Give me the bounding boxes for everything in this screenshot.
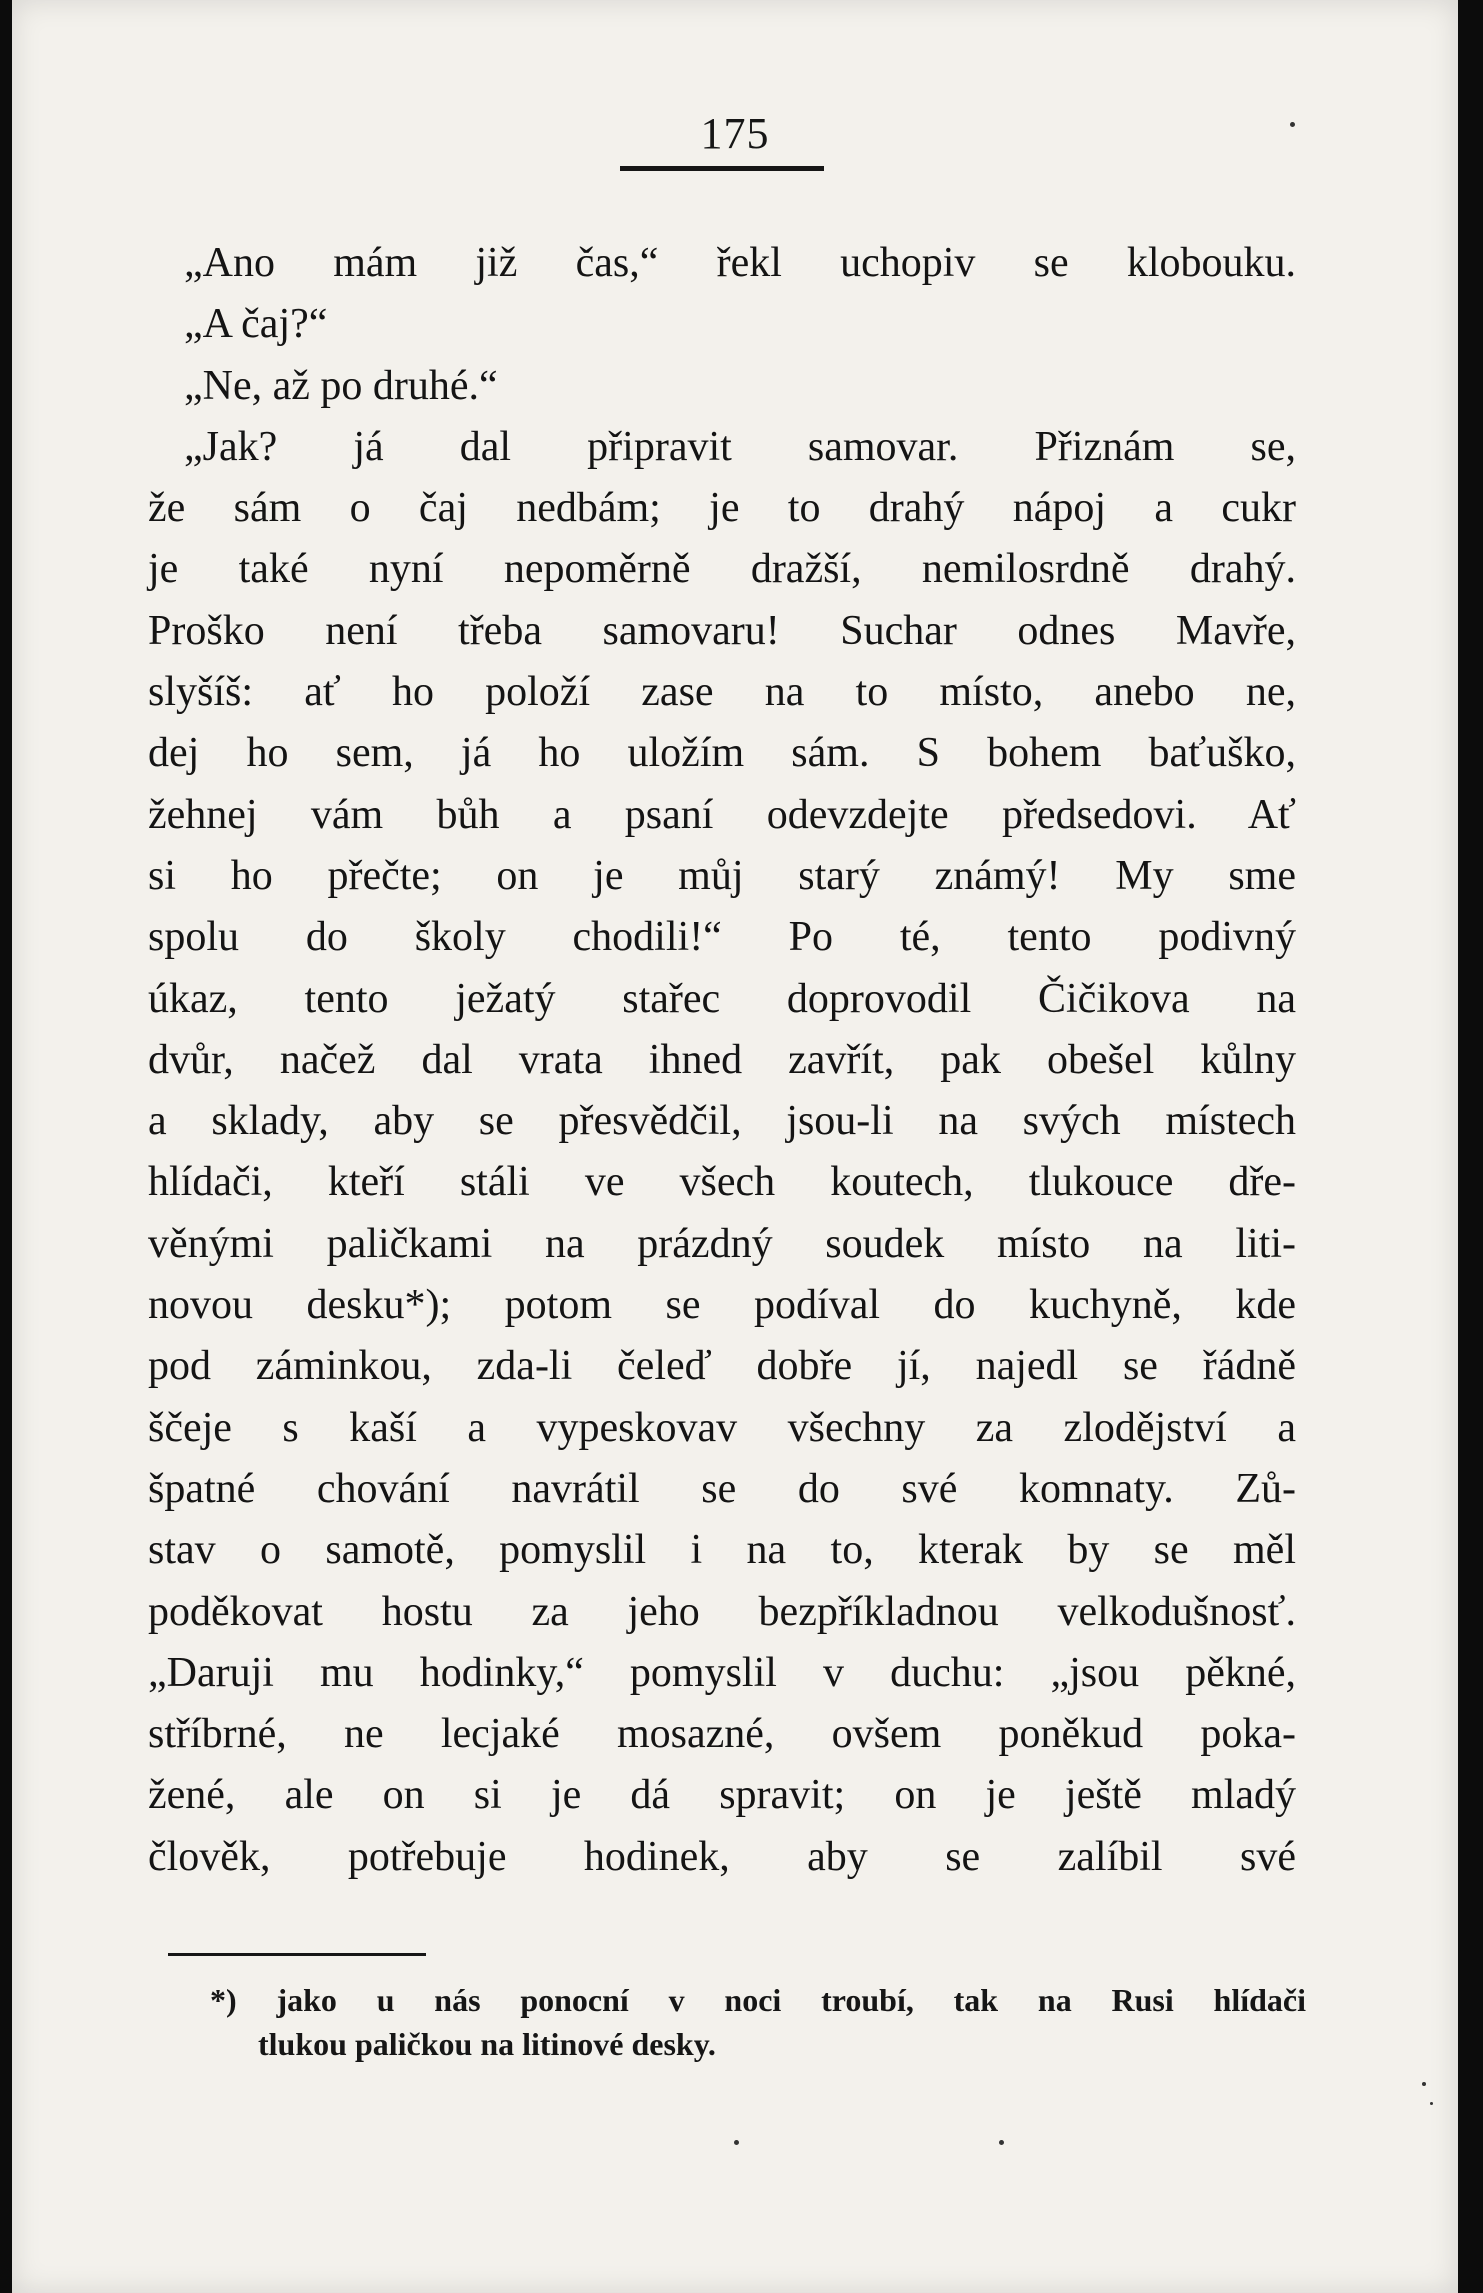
text-line: dej ho sem, já ho uložím sám. S bohem baťuško, — [148, 730, 1296, 777]
ink-speck — [1422, 2082, 1426, 2086]
book-page — [12, 0, 1458, 2293]
text-line: spolu do školy chodili!“ Po té, tento podivný — [148, 914, 1296, 961]
text-line: ščeje s kaší a vypeskovav všechny za zlodějství a — [148, 1404, 1296, 1451]
footnote — [210, 1978, 1306, 2066]
text-line: hlídači, kteří stáli ve všech koutech, tlukouce dře- — [148, 1159, 1296, 1206]
text-line: Proško není třeba samovaru! Suchar odnes Mavře, — [148, 607, 1296, 654]
text-line: „Daruji mu hodinky,“ pomyslil v duchu: „jsou pěkné, — [148, 1649, 1296, 1696]
footnote-line: *) jako u nás ponocní v noci troubí, tak na Rusi hlídači — [210, 1982, 1306, 2018]
text-line: „Ne, až po druhé.“ — [184, 362, 498, 409]
text-line: „A čaj?“ — [184, 301, 328, 348]
header-rule — [620, 166, 824, 171]
text-line: pod záminkou, zda-li čeleď dobře jí, najedl se řádně — [148, 1343, 1296, 1390]
text-line: stav o samotě, pomyslil i na to, kterak by se měl — [148, 1527, 1296, 1574]
text-line: žené, ale on si je dá spravit; on je ještě mladý — [148, 1772, 1296, 1819]
text-line: stříbrné, ne lecjaké mosazné, ovšem poněkud poka- — [148, 1711, 1296, 1758]
text-line: že sám o čaj nedbám; je to drahý nápoj a cukr — [148, 485, 1296, 532]
text-line: věnými paličkami na prázdný soudek místo na liti- — [148, 1220, 1296, 1267]
text-line: úkaz, tento ježatý stařec doprovodil Čičikova na — [148, 975, 1296, 1022]
text-line: je také nyní nepoměrně dražší, nemilosrdně drahý. — [148, 546, 1296, 593]
footnote-line: tlukou paličkou na litinové desky. — [258, 2026, 716, 2062]
ink-speck — [999, 2140, 1004, 2145]
ink-speck — [1430, 2102, 1433, 2105]
text-line: „Ano mám již čas,“ řekl uchopiv se klobouku. — [184, 240, 1296, 286]
page-number: 175 — [700, 109, 770, 158]
text-line: poděkovat hostu za jeho bezpříkladnou velkodušnosť. — [148, 1588, 1296, 1635]
footnote-rule — [168, 1953, 426, 1956]
body-text — [148, 233, 1296, 1888]
text-line: si ho přečte; on je můj starý známý! My sme — [148, 852, 1296, 899]
text-line: žehnej vám bůh a psaní odevzdejte předsedovi. Ať — [148, 791, 1296, 838]
text-line: dvůr, načež dal vrata ihned zavřít, pak obešel kůlny — [148, 1036, 1296, 1083]
text-line: a sklady, aby se přesvědčil, jsou-li na svých místech — [148, 1098, 1296, 1145]
text-line: novou desku*); potom se podíval do kuchyně, kde — [148, 1282, 1296, 1329]
ink-speck — [734, 2140, 739, 2145]
ink-speck — [1290, 122, 1295, 127]
text-line: slyšíš: ať ho položí zase na to místo, anebo ne, — [148, 669, 1296, 716]
text-line: člověk, potřebuje hodinek, aby se zalíbil své — [148, 1833, 1296, 1880]
text-line: špatné chování navrátil se do své komnaty. Zů- — [148, 1465, 1296, 1512]
text-line: „Jak? já dal připravit samovar. Přiznám se, — [184, 423, 1296, 470]
